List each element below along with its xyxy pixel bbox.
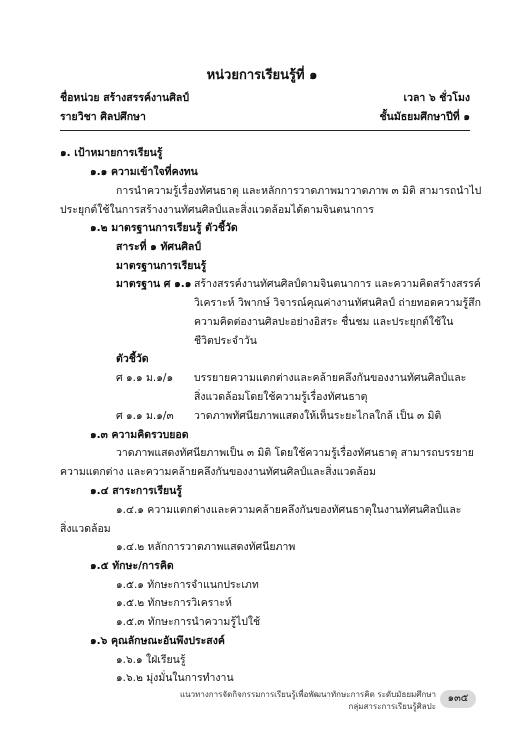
page-number: ๑๓๕: [440, 690, 476, 708]
subsection-1-1-heading: ๑.๑ ความเข้าใจที่คงทน: [90, 166, 198, 178]
subject: รายวิชา ศิลปศึกษา: [60, 111, 146, 123]
attribute-item: ๑.๖.๑ ใฝ่เรียนรู้: [116, 654, 186, 666]
paragraph-line: ความแตกต่าง และความคล้ายคลึงกันของงานทัศนศิลป์และสิ่งแวดล้อม: [60, 466, 376, 478]
indicator-code: ศ ๑.๑ ม.๑/๓: [116, 410, 174, 422]
skill-item: ๑.๕.๓ ทักษะการนำความรู้ไปใช้: [116, 616, 261, 628]
paragraph-line: วาดภาพแสดงทัศนียภาพเป็น ๓ มิติ โดยใช้ความรู้เรื่องทัศนธาตุ สามารถบรรยาย: [116, 447, 474, 459]
standard-title: มาตรฐานการเรียนรู้: [116, 260, 207, 272]
standard-text-line: ชีวิตประจำวัน: [194, 335, 257, 347]
standard-text-line: ความคิดต่องานศิลปะอย่างอิสระ ชื่นชม และประยุกต์ใช้ใน: [194, 316, 454, 328]
section-heading: ๑. เป้าหมายการเรียนรู้: [60, 147, 163, 159]
content-item-line: ๑.๔.๑ ความแตกต่างและความคล้ายคลึงกันของทัศนธาตุในงานทัศนศิลป์และ: [116, 504, 462, 516]
standard-text-line: วิเคราะห์ วิพากษ์ วิจารณ์คุณค่างานทัศนศิลป์ ถ่ายทอดความรู้สึก: [194, 297, 481, 309]
subsection-1-6-heading: ๑.๖ คุณลักษณะอันพึงประสงค์: [90, 635, 225, 647]
attribute-item: ๑.๖.๒ มุ่งมั่นในการทำงาน: [116, 672, 234, 684]
unit-name: ชื่อหน่วย สร้างสรรค์งานศิลป์: [60, 92, 189, 104]
page-title: หน่วยการเรียนรู้ที่ ๑: [206, 68, 318, 83]
subsection-1-2-heading: ๑.๒ มาตรฐานการเรียนรู้ ตัวชี้วัด: [90, 222, 238, 234]
grade-level: ชั้นมัธยมศึกษาปีที่ ๑: [379, 111, 470, 123]
indicator-code: ศ ๑.๑ ม.๑/๑: [116, 372, 174, 384]
footer-subject-group: กลุ่มสาระการเรียนรู้ศิลปะ: [348, 702, 436, 711]
content-item: ๑.๔.๒ หลักการวาดภาพแสดงทัศนียภาพ: [116, 541, 296, 553]
subsection-1-3-heading: ๑.๓ ความคิดรวบยอด: [90, 429, 189, 441]
paragraph-line: ประยุกต์ใช้ในการสร้างงานทัศนศิลป์และสิ่งแวดล้อมได้ตามจินตนาการ: [60, 204, 374, 216]
unit-time: เวลา ๖ ชั่วโมง: [403, 92, 470, 104]
indicator-title: ตัวชี้วัด: [116, 353, 149, 365]
strand-title: สาระที่ ๑ ทัศนศิลป์: [116, 241, 202, 253]
indicator-text-line: บรรยายความแตกต่างและคล้ายคลึงกันของงานทัศนศิลป์และ: [194, 372, 467, 384]
standard-text-line: สร้างสรรค์งานทัศนศิลป์ตามจินตนาการ และความคิดสร้างสรรค์: [194, 278, 481, 290]
indicator-text-line: สิ่งแวดล้อมโดยใช้ความรู้เรื่องทัศนธาตุ: [194, 391, 368, 403]
footer-book-title: แนวทางการจัดกิจกรรมการเรียนรู้เพื่อพัฒนาทักษะการคิด ระดับมัธยมศึกษา: [179, 690, 436, 699]
subsection-1-5-heading: ๑.๕ ทักษะ/การคิด: [90, 560, 174, 572]
skill-item: ๑.๕.๑ ทักษะการจำแนกประเภท: [116, 579, 259, 591]
content-item-line: สิ่งแวดล้อม: [60, 523, 111, 535]
indicator-text-line: วาดภาพทัศนียภาพแสดงให้เห็นระยะไกลใกล้ เป็น ๓ มิติ: [194, 410, 442, 422]
subsection-1-4-heading: ๑.๔ สาระการเรียนรู้: [90, 485, 182, 497]
skill-item: ๑.๕.๒ ทักษะการวิเคราะห์: [116, 597, 232, 609]
header-divider: [60, 130, 470, 131]
paragraph-line: การนำความรู้เรื่องทัศนธาตุ และหลักการวาดภาพมาวาดภาพ ๓ มิติ สามารถนำไป: [116, 185, 482, 197]
standard-code: มาตรฐาน ศ ๑.๑: [116, 278, 192, 290]
